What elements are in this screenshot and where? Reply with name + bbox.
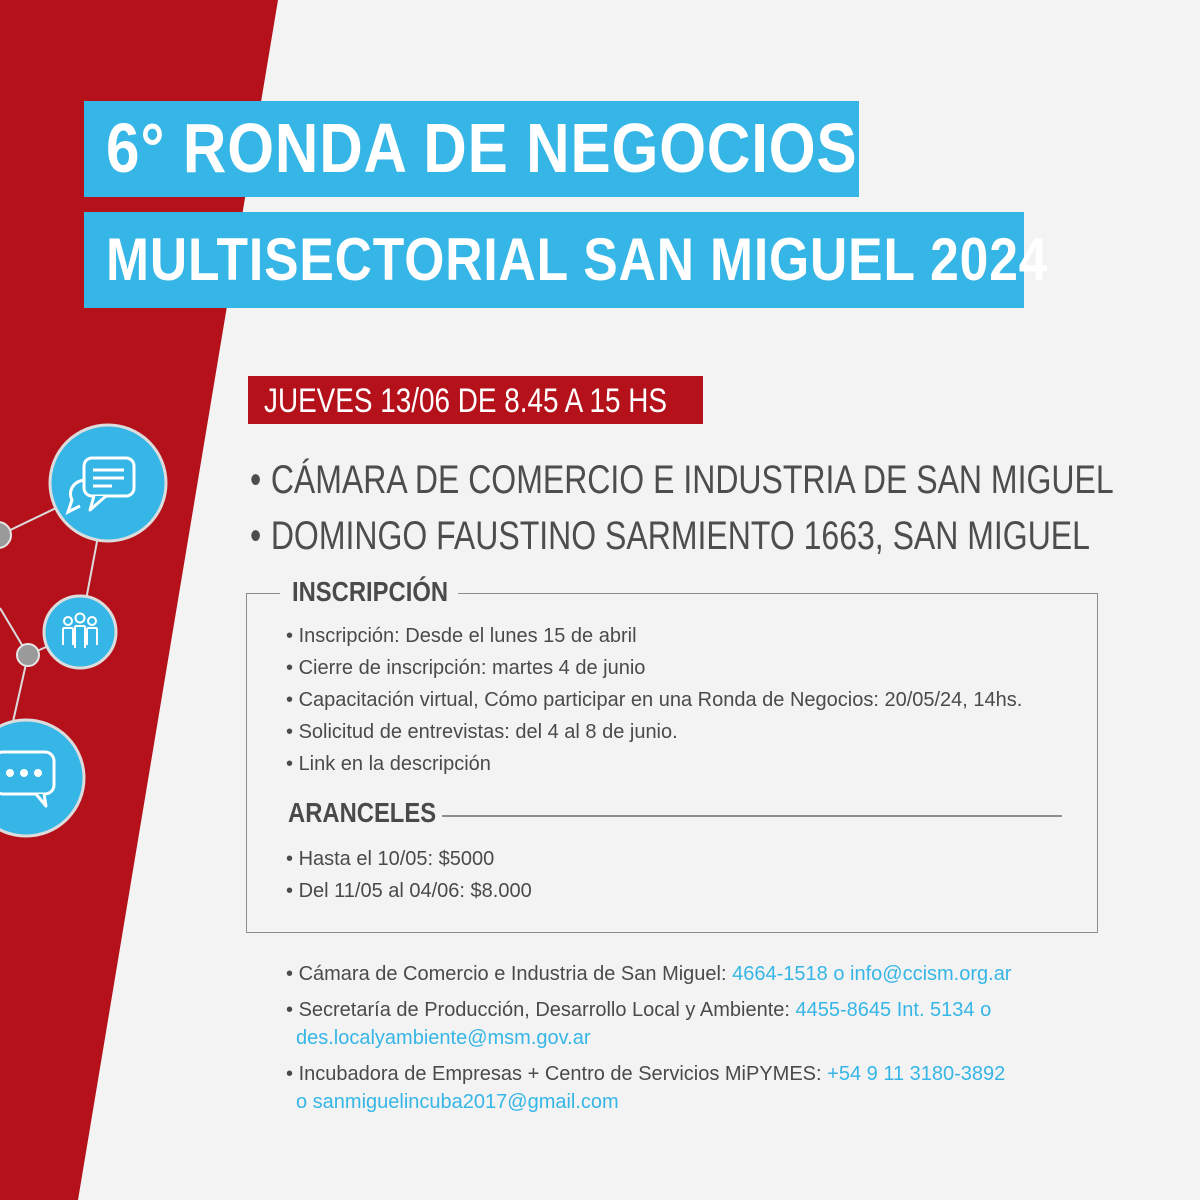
- node-grey-1: [0, 522, 11, 548]
- contact-label: Incubadora de Empresas + Centro de Servicios MiPYMES:: [298, 1063, 822, 1085]
- contact-phone[interactable]: +54 9 11 3180-3892: [827, 1063, 1006, 1085]
- contact-camara: • Cámara de Comercio e Industria de San Miguel: 4664-1518 o info@ccism.org.ar: [286, 963, 1012, 985]
- title-line-2: [84, 212, 1049, 308]
- venue-name-text: CÁMARA DE COMERCIO E INDUSTRIA DE SAN MIGUEL: [270, 458, 1114, 502]
- contact-email-link[interactable]: info@ccism.org.ar: [850, 963, 1012, 985]
- list-item-text: Cierre de inscripción: martes 4 de junio: [298, 657, 646, 679]
- list-item-text: Hasta el 10/05: $5000: [298, 848, 495, 870]
- date-banner: [248, 376, 703, 424]
- inscripcion-heading: INSCRIPCIÓN: [292, 576, 449, 607]
- venue-address: [250, 514, 1090, 559]
- bullet: •: [250, 514, 262, 558]
- aranceles-list: [286, 843, 532, 907]
- contact-label: Cámara de Comercio e Industria de San Miguel:: [298, 963, 727, 985]
- contact-label: Secretaría de Producción, Desarrollo Local y Ambiente:: [298, 999, 790, 1021]
- inscripcion-list: [286, 620, 1022, 780]
- list-item: • Solicitud de entrevistas: del 4 al 8 de junio.: [286, 721, 678, 743]
- venue-name: [250, 458, 1114, 503]
- contact-phone[interactable]: 4455-8645 Int. 5134 o: [795, 999, 992, 1021]
- node-grey-2: [17, 644, 39, 666]
- list-item: • Del 11/05 al 04/06: $8.000: [286, 880, 532, 902]
- list-item: • Link en la descripción: [286, 753, 491, 775]
- contact-email-link[interactable]: des.localyambiente@msm.gov.ar: [296, 1027, 591, 1049]
- chat-bubbles-icon: [50, 425, 166, 541]
- list-item: • Capacitación virtual, Cómo participar en una Ronda de Negocios: 20/05/24, 14hs.: [286, 689, 1023, 711]
- date-text: JUEVES 13/06 DE 8.45 A 15 HS: [264, 382, 667, 420]
- list-item-text: Inscripción: Desde el lunes 15 de abril: [298, 625, 637, 647]
- people-group-icon: [44, 596, 116, 668]
- list-item-text: Del 11/05 al 04/06: $8.000: [298, 880, 532, 902]
- contacts-section: [286, 960, 1011, 1116]
- title-line-1-text: 6° RONDA DE NEGOCIOS: [106, 109, 858, 187]
- list-item-text: Capacitación virtual, Cómo participar en una Ronda de Negocios: 20/05/24, 14hs.: [298, 689, 1023, 711]
- title-line-2-text: MULTISECTORIAL SAN MIGUEL 2024: [106, 226, 1049, 293]
- contact-incubadora: • Incubadora de Empresas + Centro de Servicios MiPYMES: +54 9 11 3180-3892 o sanmiguelincuba2017@gmail.com: [286, 1063, 1006, 1113]
- aranceles-heading: ARANCELES: [288, 797, 437, 828]
- venue-address-text: DOMINGO FAUSTINO SARMIENTO 1663, SAN MIGUEL: [270, 514, 1090, 558]
- list-item: • Inscripción: Desde el lunes 15 de abril: [286, 625, 637, 647]
- list-item: • Hasta el 10/05: $5000: [286, 848, 495, 870]
- list-item-text: Link en la descripción: [298, 753, 491, 775]
- contact-secretaria: • Secretaría de Producción, Desarrollo Local y Ambiente: 4455-8645 Int. 5134 o des.localyambiente@msm.gov.ar: [286, 999, 992, 1049]
- aranceles-divider: [442, 815, 1062, 817]
- list-item-text: Solicitud de entrevistas: del 4 al 8 de junio.: [298, 721, 678, 743]
- contact-phone[interactable]: 4664-1518 o: [732, 963, 845, 985]
- speech-bubble-dots-icon: [0, 720, 84, 836]
- title-line-1: [84, 101, 859, 197]
- contact-email-link[interactable]: o sanmiguelincuba2017@gmail.com: [296, 1091, 619, 1113]
- list-item: • Cierre de inscripción: martes 4 de junio: [286, 657, 646, 679]
- bullet: •: [250, 458, 262, 502]
